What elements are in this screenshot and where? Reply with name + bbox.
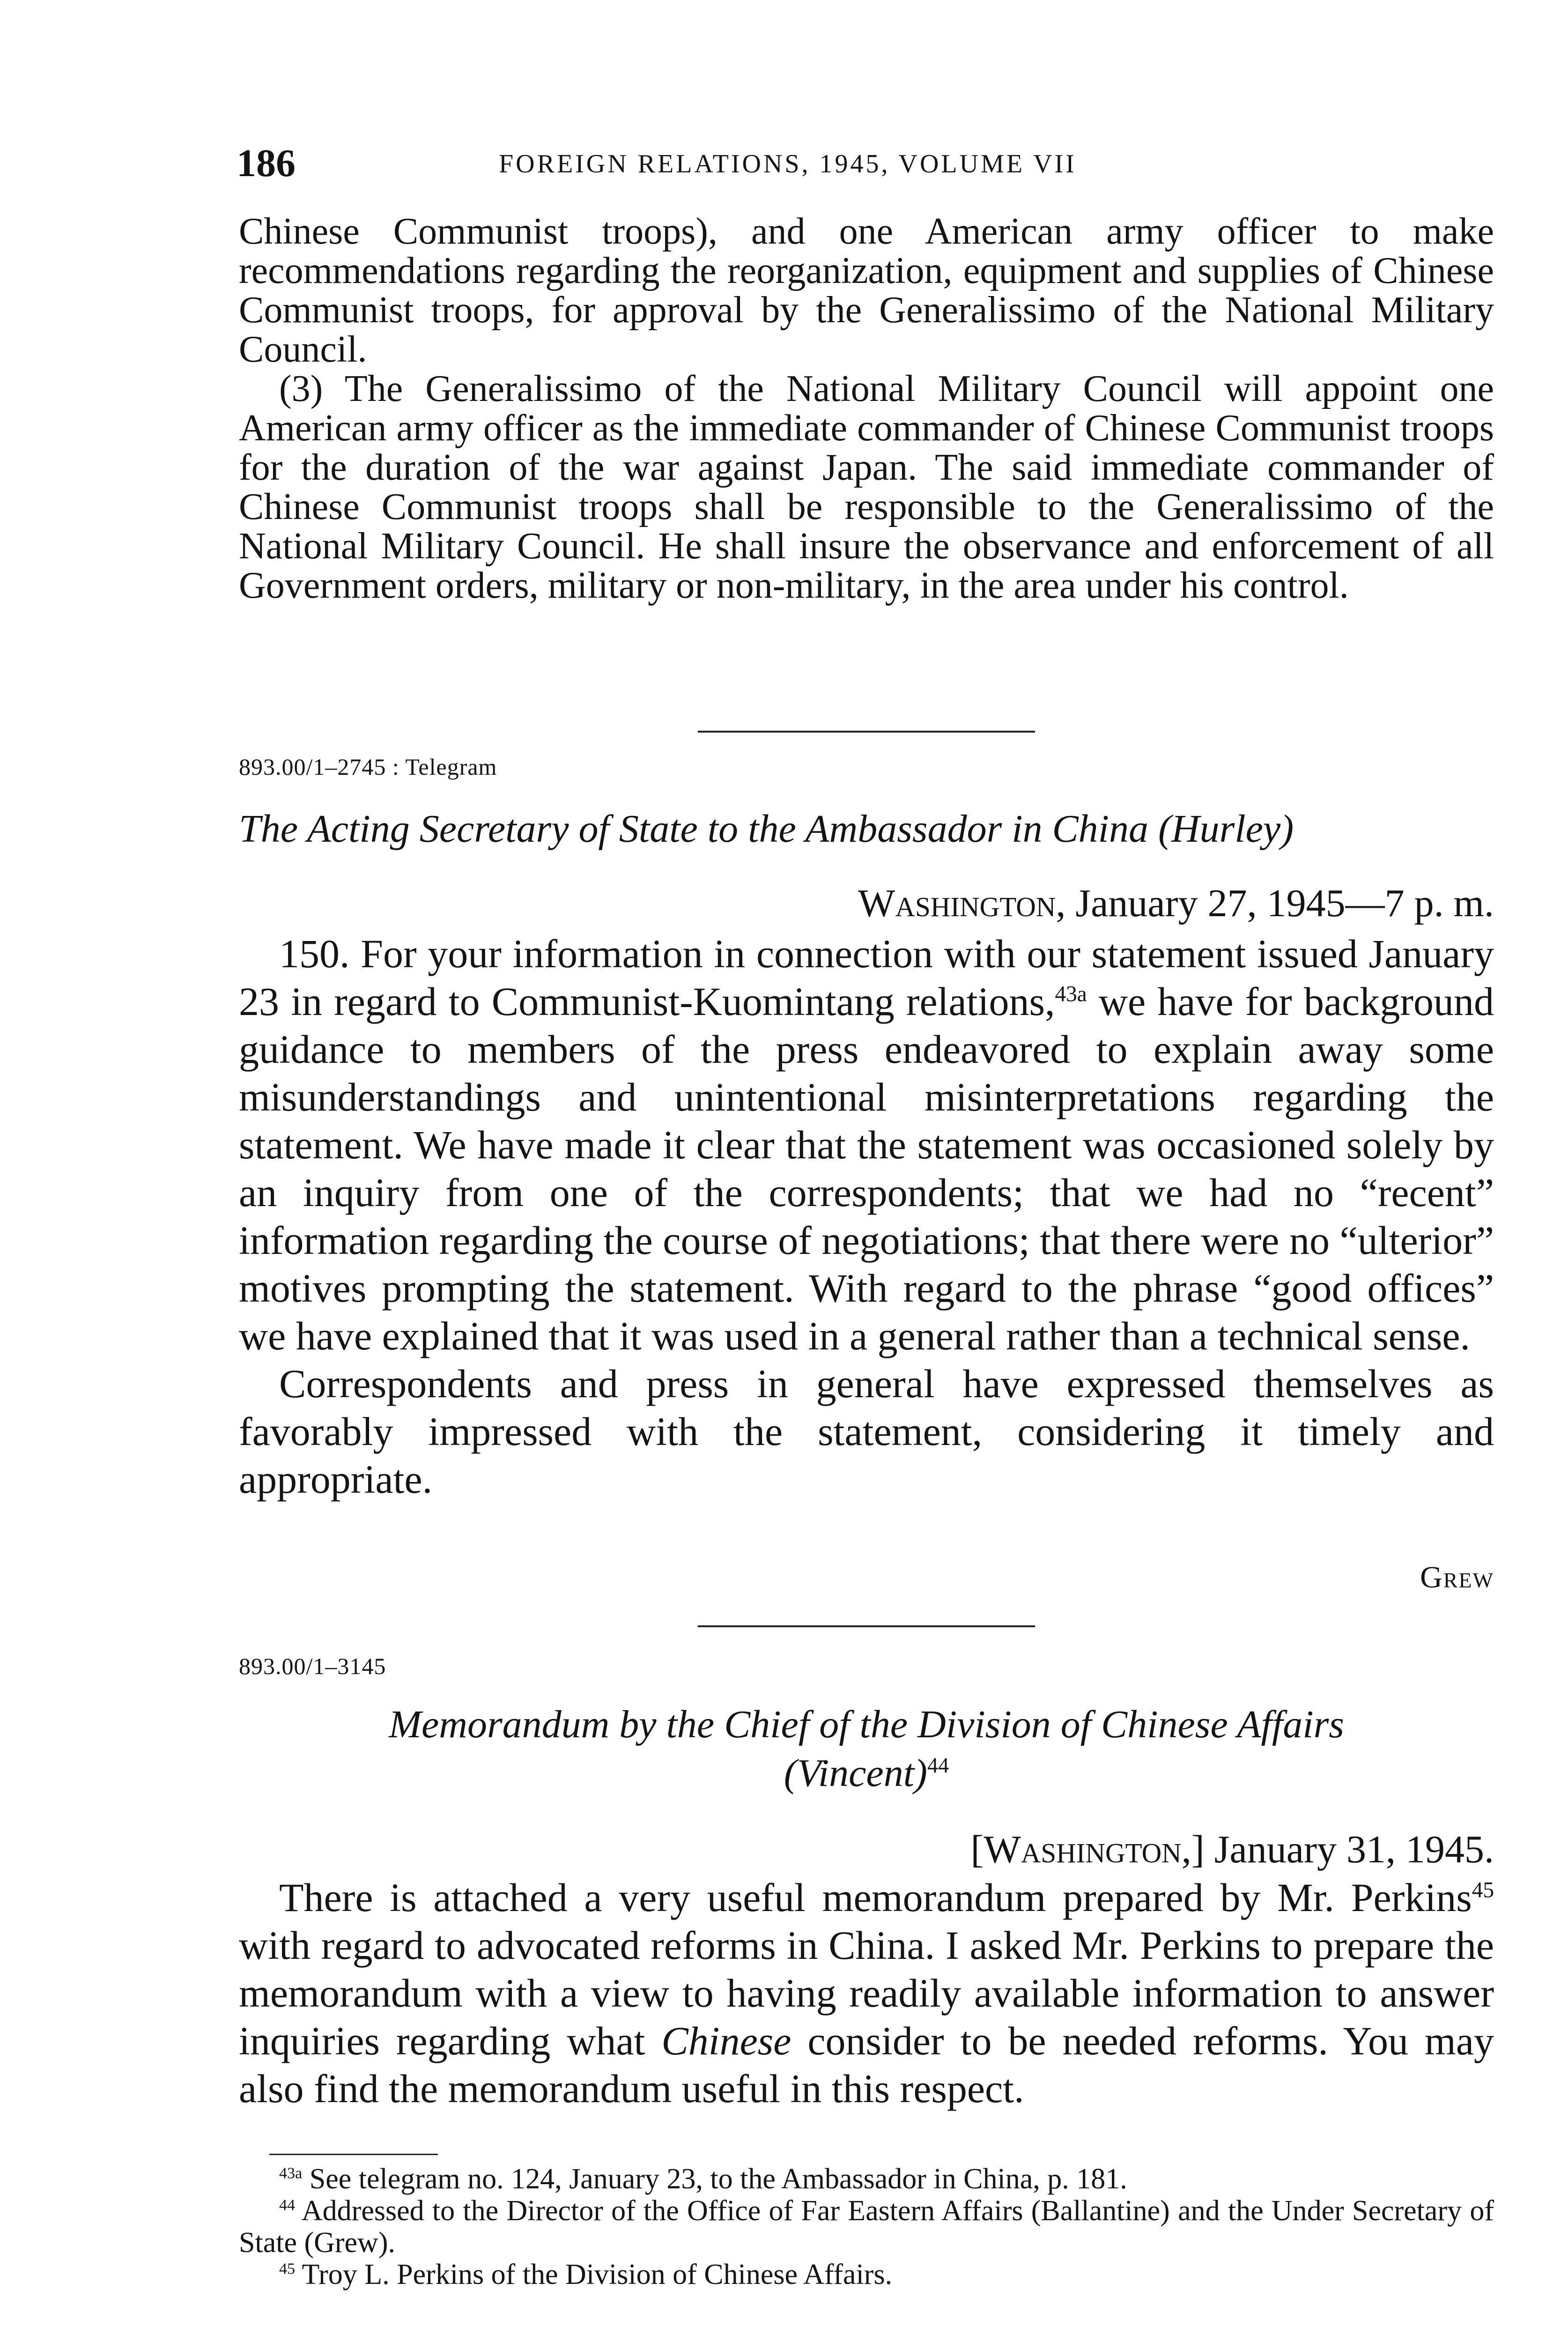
page-header [237,141,1501,197]
memorandum-body [239,1874,1494,2112]
document-title-2-line-1: Memorandum by the Chief of the Division of Chinese Affairs [389,1703,1344,1746]
file-number-1: 893.00/1–2745 : Telegram [239,754,497,780]
footnotes [239,2163,1494,2290]
footnote-text-43a: See telegram no. 124, January 23, to the Ambassador in China, p. 181. [302,2163,1127,2195]
page-number: 186 [237,141,296,185]
section-divider-2 [698,1625,1035,1627]
telegram-paragraph-1 [239,930,1494,1360]
document-title-1: The Acting Secretary of State to the Ambassador in China (Hurley) [239,807,1294,851]
footnote-mark-43a: 43a [279,2164,303,2182]
footnote-text-44: Addressed to the Director of the Office of Far Eastern Affairs (Ballantine) and the Under Secretary of State (Grew). [239,2195,1494,2259]
dateline-bracket: [ [970,1828,984,1871]
file-number-2: 893.00/1–3145 [239,1653,386,1679]
footnote-45 [239,2259,1494,2290]
footnote-ref-43a: 43a [1055,982,1087,1007]
memo-text-1: There is attached a very useful memorandum prepared by Mr. Perkins [279,1875,1472,1920]
telegram-paragraph-2: Correspondents and press in general have expressed themselves as favorably impressed with the statement, considering it timely and appropriate. [239,1361,1494,1502]
signature-grew: Grew [1420,1560,1494,1594]
telegram-text-2: we have for background guidance to members of the press endeavored to explain away some misunderstandings and unintentional misinterpretations regarding the statement. We have made it clear that the statement was occasioned solely by an inquiry from one of the correspondents; that we had no “recent” information regarding the course of negotiations; that there were no “ulterior” motives prompting the statement. With regard to the phrase “good offices” we have explained that it was used in a general rather than a technical sense. [239,979,1494,1358]
title-vincent: (Vincent) [784,1751,928,1795]
document-title-2-line-2 [239,1749,1494,1798]
telegram-text-1: 150. For your information in connection with our statement issued January 23 in regard to Communist-Kuomintang relations, [239,931,1494,1024]
dateline-place-1: Washington [858,882,1056,925]
footnote-mark-44: 44 [279,2196,296,2214]
continued-text-block [239,212,1494,605]
memo-text-3: consider to be needed reforms. You may also find the memorandum useful in this respect. [239,2018,1494,2111]
document-title-2 [239,1700,1494,1798]
dateline-2 [239,1827,1494,1872]
memorandum-paragraph [239,1874,1494,2112]
telegram-body [239,930,1494,1503]
paragraph-continued: Chinese Communist troops), and one American army officer to make recommendations regarding the reorganization, equipment and supplies of Chinese Communist troops, for approval by the Generalissimo of the National Military Council. [239,211,1494,370]
footnote-rule [269,2154,438,2155]
dateline-date-2: ,] January 31, 1945. [1181,1828,1494,1871]
dateline-date-1: , January 27, 1945—7 p. m. [1056,882,1494,925]
dateline-1 [239,881,1494,926]
paragraph-point-3: (3) The Generalissimo of the National Military Council will appoint one American army officer as the immediate commander of Chinese Communist troops for the duration of the war against Japan. The said immediate commander of Chinese Communist troops shall be responsible to the Generalissimo of the National Military Council. He shall insure the observance and enforcement of all Government orders, military or non-military, in the area under his control. [239,368,1494,606]
memo-text-italic: Chinese [661,2018,791,2063]
footnote-44 [239,2195,1494,2259]
footnote-mark-45: 45 [279,2260,296,2278]
footnote-text-45: Troy L. Perkins of the Division of Chinese Affairs. [295,2259,893,2290]
memo-text-2: with regard to advocated reforms in China. I asked Mr. Perkins to prepare the memorandum with a view to having readily available information to answer inquiries regarding what [239,1923,1494,2063]
section-divider-1 [698,731,1035,733]
footnote-43a [239,2163,1494,2195]
footnote-ref-45: 45 [1472,1878,1494,1903]
footnote-ref-44: 44 [927,1753,949,1777]
running-head: FOREIGN RELATIONS, 1945, VOLUME VII [499,149,1077,178]
dateline-place-2: Washington [984,1828,1182,1871]
